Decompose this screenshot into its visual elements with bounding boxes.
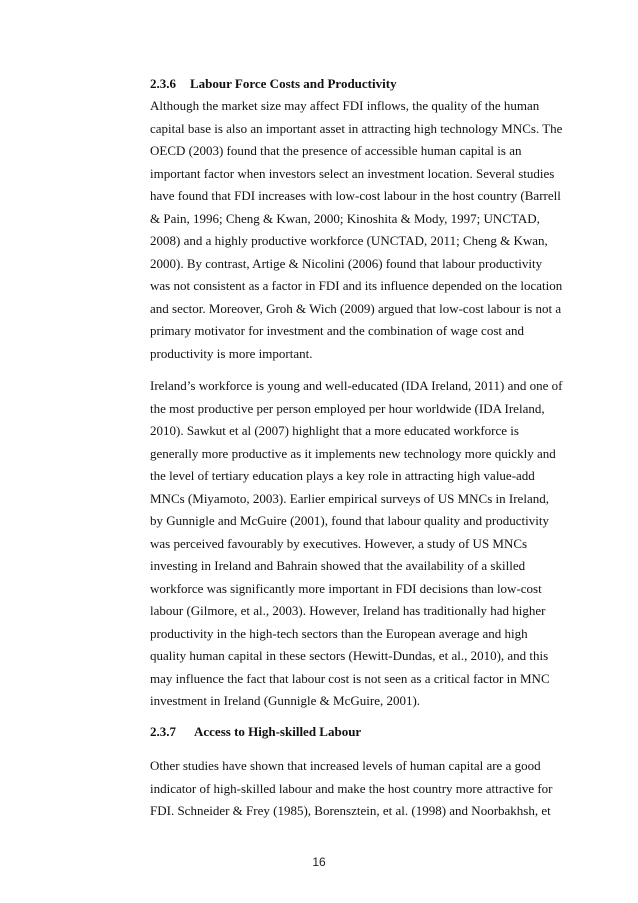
text-line: productivity in the high-tech sectors than the European average and high	[150, 626, 528, 641]
text-line: indicator of high-skilled labour and make the host country more attractive for	[150, 781, 553, 796]
text-line: may influence the fact that labour cost is not seen as a critical factor in MNC	[150, 671, 550, 686]
section-heading-2-3-6	[150, 76, 397, 92]
text-line: 2008) and a highly productive workforce (UNCTAD, 2011; Cheng & Kwan,	[150, 233, 548, 248]
text-line: Although the market size may affect FDI inflows, the quality of the human	[150, 98, 540, 113]
text-line: MNCs (Miyamoto, 2003). Earlier empirical surveys of US MNCs in Ireland,	[150, 491, 549, 506]
text-line: Ireland’s workforce is young and well-educated (IDA Ireland, 2011) and one of	[150, 378, 563, 393]
text-line: by Gunnigle and McGuire (2001), found that labour quality and productivity	[150, 513, 549, 528]
text-line: investing in Ireland and Bahrain showed that the availability of a skilled	[150, 558, 526, 573]
text-line: important factor when investors select an investment location. Several studies	[150, 166, 555, 181]
text-line: was perceived favourably by executives. However, a study of US MNCs	[150, 536, 528, 551]
text-line: capital base is also an important asset in attracting high technology MNCs. The	[150, 121, 563, 136]
text-line: labour (Gilmore, et al., 2003). However, Ireland has traditionally had higher	[150, 603, 546, 618]
page-number: 16	[312, 855, 326, 869]
text-line: investment in Ireland (Gunnigle & McGuire, 2001).	[150, 693, 421, 708]
text-line: primary motivator for investment and the combination of wage cost and	[150, 323, 525, 338]
section-number: 2.3.7	[150, 724, 176, 739]
text-line: the most productive per person employed per hour worldwide (IDA Ireland,	[150, 401, 545, 416]
section-title: Access to High-skilled Labour	[194, 724, 362, 739]
text-line: OECD (2003) found that the presence of accessible human capital is an	[150, 143, 522, 158]
text-line: Other studies have shown that increased levels of human capital are a good	[150, 758, 541, 773]
text-line: and sector. Moreover, Groh & Wich (2009) argued that low-cost labour is not a	[150, 301, 562, 316]
text-line: & Pain, 1996; Cheng & Kwan, 2000; Kinoshita & Mody, 1997; UNCTAD,	[150, 211, 540, 226]
text-line: was not consistent as a factor in FDI and its influence depended on the location	[150, 278, 563, 293]
section-heading-2-3-7	[150, 724, 361, 740]
text-line: productivity is more important.	[150, 346, 313, 361]
section-number: 2.3.6	[150, 76, 176, 91]
text-line: have found that FDI increases with low-cost labour in the host country (Barrell	[150, 188, 561, 203]
text-line: FDI. Schneider & Frey (1985), Borensztein, et al. (1998) and Noorbakhsh, et	[150, 803, 551, 818]
text-line: quality human capital in these sectors (Hewitt-Dundas, et al., 2010), and this	[150, 648, 549, 663]
section-title: Labour Force Costs and Productivity	[190, 76, 397, 91]
text-line: the level of tertiary education plays a key role in attracting high value-add	[150, 468, 535, 483]
text-line: generally more productive as it implements new technology more quickly and	[150, 446, 556, 461]
text-line: 2010). Sawkut et al (2007) highlight that a more educated workforce is	[150, 423, 519, 438]
text-line: workforce was significantly more important in FDI decisions than low-cost	[150, 581, 542, 596]
text-line: 2000). By contrast, Artige & Nicolini (2006) found that labour productivity	[150, 256, 543, 271]
